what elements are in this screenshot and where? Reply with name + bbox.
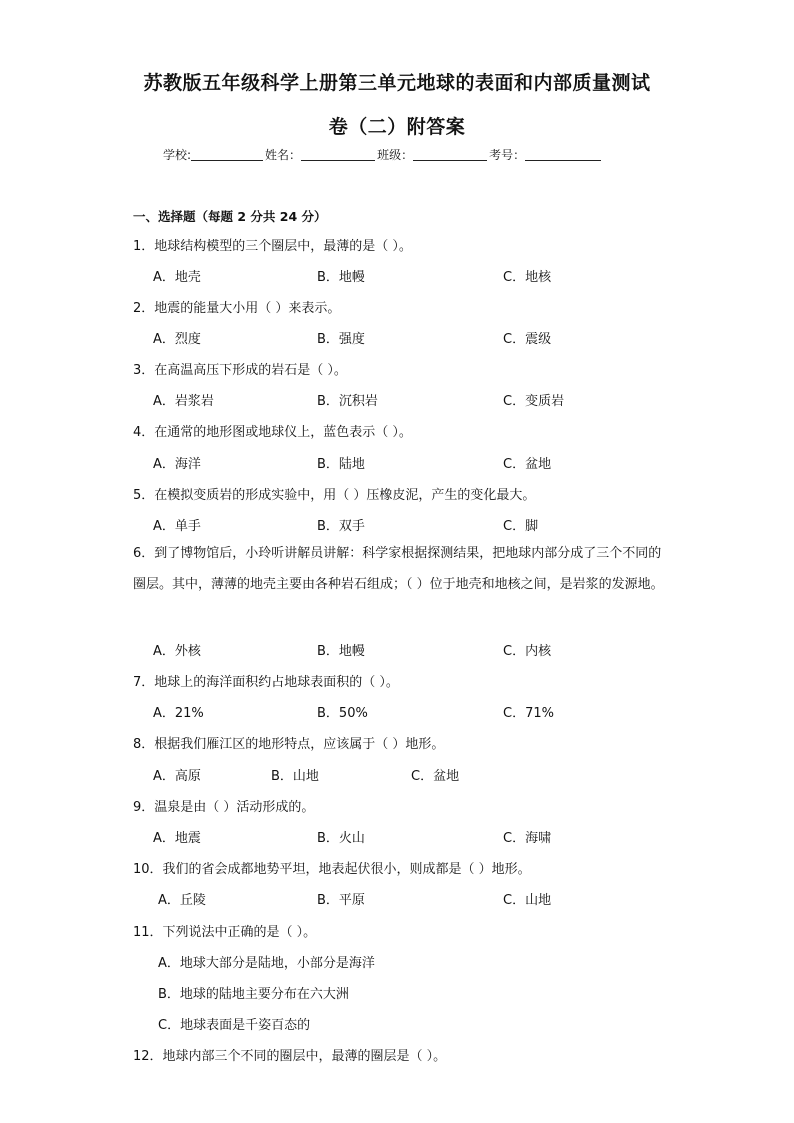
question-1: 1．地球结构模型的三个圈层中，最薄的是（ ）。 (133, 239, 412, 254)
question-9-option-b[interactable]: B．火山 (317, 831, 365, 846)
question-3: 3．在高温高压下形成的岩石是（ ）。 (133, 363, 347, 378)
student-info-row (163, 146, 603, 163)
school-blank[interactable] (191, 148, 263, 161)
name-blank[interactable] (301, 148, 375, 161)
question-9-option-a[interactable]: A．地震 (153, 831, 201, 846)
question-2-option-c[interactable]: C．震级 (503, 332, 552, 347)
question-4-option-a[interactable]: A．海洋 (153, 457, 201, 472)
question-3-option-c[interactable]: C．变质岩 (503, 394, 565, 409)
page-title-line-2: 卷（二）附答案 (328, 116, 466, 138)
question-10-option-c[interactable]: C．山地 (503, 893, 552, 908)
question-8: 8．根据我们雁江区的地形特点，应该属于（ ）地形。 (133, 737, 445, 752)
question-3-option-a[interactable]: A．岩浆岩 (153, 394, 214, 409)
exam-no-label: 考号： (489, 148, 526, 162)
question-7-option-a[interactable]: A．21% (153, 706, 204, 721)
question-1-option-b[interactable]: B．地幔 (317, 270, 365, 285)
question-2: 2．地震的能量大小用（ ）来表示。 (133, 301, 341, 316)
page-title-line-1: 苏教版五年级科学上册第三单元地球的表面和内部质量测试 (143, 72, 651, 94)
question-5-option-b[interactable]: B．双手 (317, 519, 365, 534)
question-1-option-a[interactable]: A．地壳 (153, 270, 201, 285)
section-title: 一、选择题（每题 2 分共 24 分） (133, 209, 327, 224)
class-blank[interactable] (413, 148, 487, 161)
question-7-option-c[interactable]: C．71% (503, 706, 554, 721)
question-9: 9．温泉是由（ ）活动形成的。 (133, 800, 315, 815)
class-label: 班级： (377, 148, 414, 162)
question-10: 10．我们的省会成都地势平坦，地表起伏很小，则成都是（ ）地形。 (133, 862, 531, 877)
question-2-option-b[interactable]: B．强度 (317, 332, 365, 347)
question-7: 7．地球上的海洋面积约占地球表面积的（ ）。 (133, 675, 399, 690)
question-4-option-b[interactable]: B．陆地 (317, 457, 365, 472)
question-5-option-c[interactable]: C．脚 (503, 519, 539, 534)
question-8-option-c[interactable]: C．盆地 (411, 769, 460, 784)
question-9-option-c[interactable]: C．海啸 (503, 831, 552, 846)
question-11: 11．下列说法中正确的是（ ）。 (133, 925, 317, 940)
question-4-option-c[interactable]: C．盆地 (503, 457, 552, 472)
question-5: 5．在模拟变质岩的形成实验中，用（ ）压橡皮泥，产生的变化最大。 (133, 488, 536, 503)
question-12: 12．地球内部三个不同的圈层中，最薄的圈层是（ ）。 (133, 1049, 447, 1064)
question-8-option-b[interactable]: B．山地 (271, 769, 319, 784)
name-label: 姓名： (265, 148, 302, 162)
question-10-option-b[interactable]: B．平原 (317, 893, 365, 908)
school-label: 学校: (163, 148, 192, 162)
question-10-option-a[interactable]: A．丘陵 (158, 893, 206, 908)
question-8-option-a[interactable]: A．高原 (153, 769, 201, 784)
question-6-option-c[interactable]: C．内核 (503, 644, 552, 659)
question-11-option-b[interactable]: B．地球的陆地主要分布在六大洲 (158, 987, 349, 1002)
question-7-option-b[interactable]: B．50% (317, 706, 368, 721)
question-11-option-a[interactable]: A．地球大部分是陆地，小部分是海洋 (158, 956, 375, 971)
question-5-option-a[interactable]: A．单手 (153, 519, 201, 534)
question-6-option-a[interactable]: A．外核 (153, 644, 201, 659)
question-3-option-b[interactable]: B．沉积岩 (317, 394, 378, 409)
question-1-option-c[interactable]: C．地核 (503, 270, 552, 285)
question-4: 4．在通常的地形图或地球仪上，蓝色表示（ ）。 (133, 425, 412, 440)
exam-no-blank[interactable] (525, 148, 601, 161)
question-2-option-a[interactable]: A．烈度 (153, 332, 201, 347)
question-6: 6．到了博物馆后，小玲听讲解员讲解：科学家根据探测结果，把地球内部分成了三个不同的圈层。其中，薄薄的地壳主要由各种岩石组成；（ ）位于地壳和地核之间，是岩浆的发源地。 (133, 546, 664, 592)
question-11-option-c[interactable]: C．地球表面是千姿百态的 (158, 1018, 311, 1033)
question-6-option-b[interactable]: B．地幔 (317, 644, 365, 659)
